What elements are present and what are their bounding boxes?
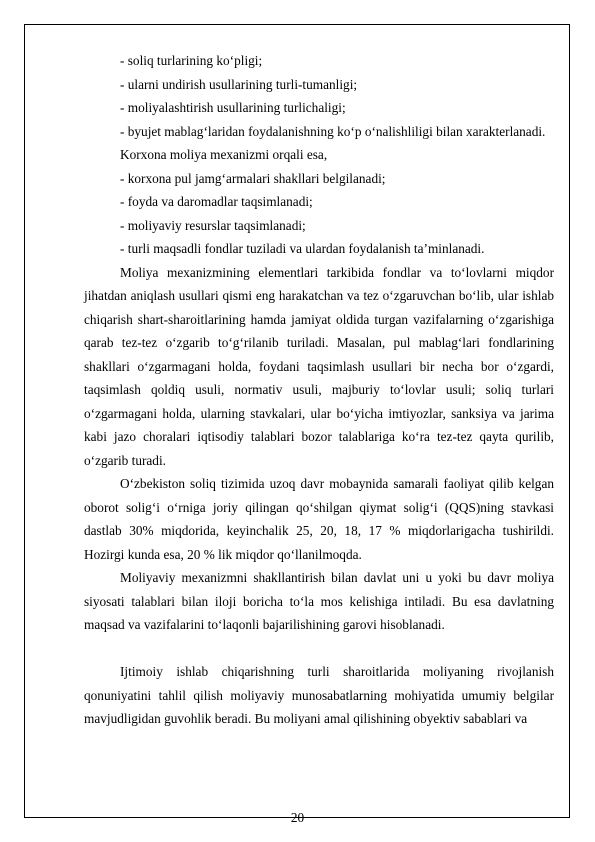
paragraph-vat-uzbekistan: O‘zbekiston soliq tizimida uzoq davr mobaynida samarali faoliyat qilib kelgan oborot solig‘i o‘rniga joriy qilingan qo‘shilgan qiymat solig‘i (QQS)ning stavkasi dastlab 30% miqdorida, keyinchalik 25, 20, 18, 17 % miqdorlarigacha tushirildi. Hozirgi kunda esa, 20 % lik miqdor qo‘llanilmoqda. <box>84 476 554 562</box>
paragraph-social-production: Ijtimoiy ishlab chiqarishning turli sharoitlarida moliyaning rivojlanish qonuniyatini tahlil qilish moliyaviy munosabatlarning mohiyatida umumiy belgilar mavjudligidan guvohlik beradi. Bu moliyani amal qilishining obyektiv sabablari va <box>84 664 554 726</box>
paragraph-mechanism-elements: Moliya mexanizmining elementlari tarkibida fondlar va to‘lovlarni miqdor jihatdan aniqlash usullari qismi eng harakatchan va tez o‘zgaruvchan bo‘lib, ular ishlab chiqarish shart-sharoitlarining hamda jamiyat oldida turgan vazifalarning o‘zgarishiga qarab tez-tez o‘zgarib to‘g‘rilanib turiladi. Masalan, pul mablag‘lari fondlarining shakllari o‘zgarmagani holda, foydani taqsimlash usullari bir necha bor o‘zgardi, taqsimlash qoldiq usuli, normativ usuli, majburiy to‘lovlar usuli; soliq turlari o‘zgarmagani holda, ularning stavkalari, ular bo‘yicha imtiyozlar, sanksiya va jarima kabi jazo choralari iqtisodiy talablari bozor talablariga ko‘ra tez-tez qayta qurilib, o‘zgarib turadi. <box>84 264 554 468</box>
bullet-tax-types: - soliq turlarining ko‘pligi; <box>120 53 263 68</box>
bullet-profit-distribution: - foyda va daromadlar taqsimlanadi; <box>120 194 313 209</box>
paragraph-enterprise-mechanism: Korxona moliya mexanizmi orqali esa, <box>120 147 328 162</box>
bullet-target-funds: - turli maqsadli fondlar tuziladi va ulardan foydalanish ta’minlanadi. <box>120 241 485 256</box>
document-body <box>84 49 554 731</box>
bullet-budget-usage: - byujet mablag‘laridan foydalanishning ko‘p o‘nalishliligi bilan xarakterlanadi. <box>120 123 546 139</box>
bullet-financing-methods: - moliyalashtirish usullarining turlichaligi; <box>120 100 346 115</box>
paragraph-financial-policy: Moliyaviy mexanizmni shakllantirish bilan davlat uni u yoki bu davr moliya siyosati talablari bilan iloji boricha to‘la mos kelishiga intiladi. Bu esa davlatning maqsad va vazifalarini to‘laqonli bajarilishining garovi hisoblanadi. <box>84 570 554 632</box>
bullet-enterprise-funds: - korxona pul jamg‘armalari shakllari belgilanadi; <box>120 170 386 186</box>
bullet-resource-distribution: - moliyaviy resurslar taqsimlanadi; <box>120 217 306 233</box>
page-number: 20 <box>290 810 305 825</box>
bullet-collection-methods: - ularni undirish usullarining turli-tumanligi; <box>120 76 358 92</box>
